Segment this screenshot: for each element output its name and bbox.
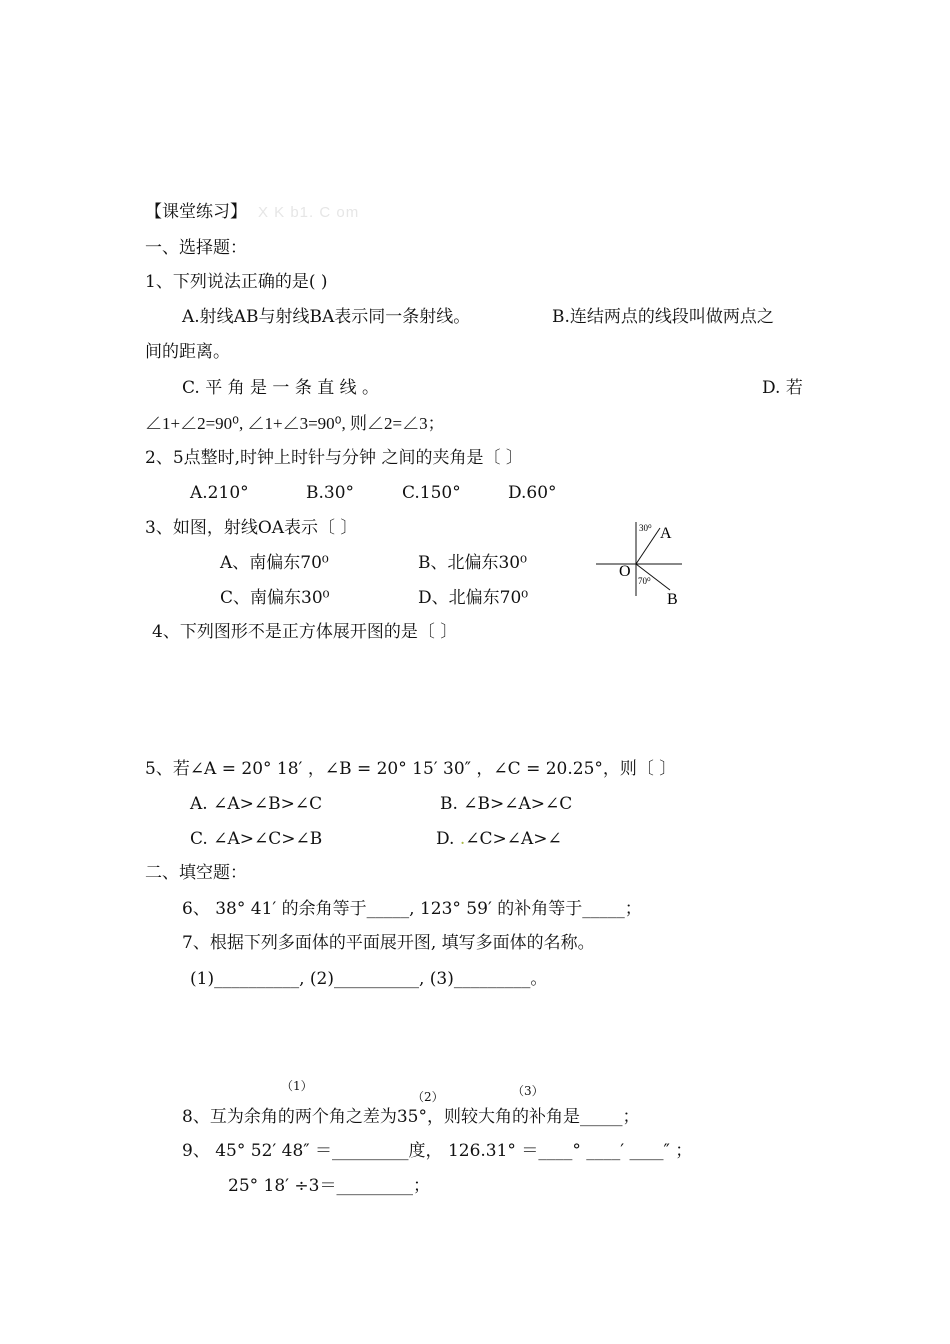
part1-heading: 一、选择题： (145, 238, 247, 258)
q2-option-a: A.210° (190, 483, 249, 503)
stray-dot: . (459, 829, 466, 849)
q2-option-c: C.150° (402, 483, 461, 503)
q5-option-d (436, 828, 562, 850)
q6-text: 6、 38° 41′ 的余角等于_____, 123° 59′ 的补角等于_____； (182, 899, 642, 919)
watermark: X K b1. C om (258, 204, 360, 221)
q1-option-c: C. 平 角 是 一 条 直 线 。 (182, 378, 380, 398)
part2-heading: 二、填空题： (145, 863, 247, 883)
q5-option-a: A. ∠A>∠B>∠C (190, 794, 323, 814)
q5-stem: 5、若∠A = 20° 18′ ，∠B = 20° 15′ 30″ ，∠C = 20.25°，则〔 〕 (145, 759, 677, 779)
point-b-label: B (667, 591, 678, 608)
q7-stem: 7、根据下列多面体的平面展开图, 填写多面体的名称。 (182, 933, 595, 953)
q7-figure-label-1: （1） (281, 1079, 313, 1093)
q1-option-a: A.射线AB与射线BA表示同一条射线。 (182, 307, 471, 327)
q5-option-b: B. ∠B>∠A>∠C (440, 794, 573, 814)
q3-stem: 3、如图，射线OA表示〔 〕 (145, 518, 358, 538)
section-title: 【课堂练习】 (145, 202, 247, 222)
q9-line2: 25° 18′ ÷3＝_________； (228, 1176, 430, 1196)
q7-figure-label-3: （3） (512, 1084, 544, 1098)
q1-option-b: B.连结两点的线段叫做两点之 (552, 307, 774, 327)
q5-option-d-prefix: D. (436, 829, 460, 849)
q3-option-c: C、南偏东30⁰ (220, 588, 330, 608)
compass-figure (590, 518, 700, 610)
q3-option-b: B、北偏东30⁰ (418, 553, 527, 573)
q1-option-b-cont: 间的距离。 (145, 342, 230, 362)
q9-line1: 9、 45° 52′ 48″ ＝_________度， 126.31° ＝____° ____′ ____″ ； (182, 1141, 693, 1161)
angle-top-label: 30⁰ (639, 523, 652, 533)
angle-bottom-label: 70⁰ (638, 576, 651, 586)
q7-figure-label-2: （2） (412, 1090, 444, 1104)
q2-stem: 2、5点整时,时钟上时针与分钟 之间的夹角是〔 〕 (145, 448, 523, 468)
q3-option-d: D、北偏东70⁰ (418, 588, 529, 608)
q1-stem: 1、下列说法正确的是( ) (145, 272, 328, 292)
q1-option-d: D. 若 (762, 378, 803, 398)
q2-option-b: B.30° (306, 483, 355, 503)
q5-option-c: C. ∠A>∠C>∠B (190, 829, 323, 849)
q5-option-d-text: ∠C>∠A>∠ (465, 829, 562, 849)
point-o-label: O (619, 563, 631, 580)
q3-option-a: A、南偏东70⁰ (220, 553, 329, 573)
q4-stem: 4、下列图形不是正方体展开图的是〔 〕 (152, 622, 458, 642)
point-a-label: A (660, 525, 672, 542)
ray-oa (636, 528, 660, 564)
q1-option-d-cont: ∠1+∠2=90⁰, ∠1+∠3=90⁰, 则∠2=∠3； (145, 414, 445, 433)
q8-text: 8、互为余角的两个角之差为35°，则较大角的补角是_____； (182, 1107, 640, 1127)
q7-blanks: (1)__________, (2)__________, (3)_________。 (190, 969, 548, 989)
q2-option-d: D.60° (508, 483, 557, 503)
